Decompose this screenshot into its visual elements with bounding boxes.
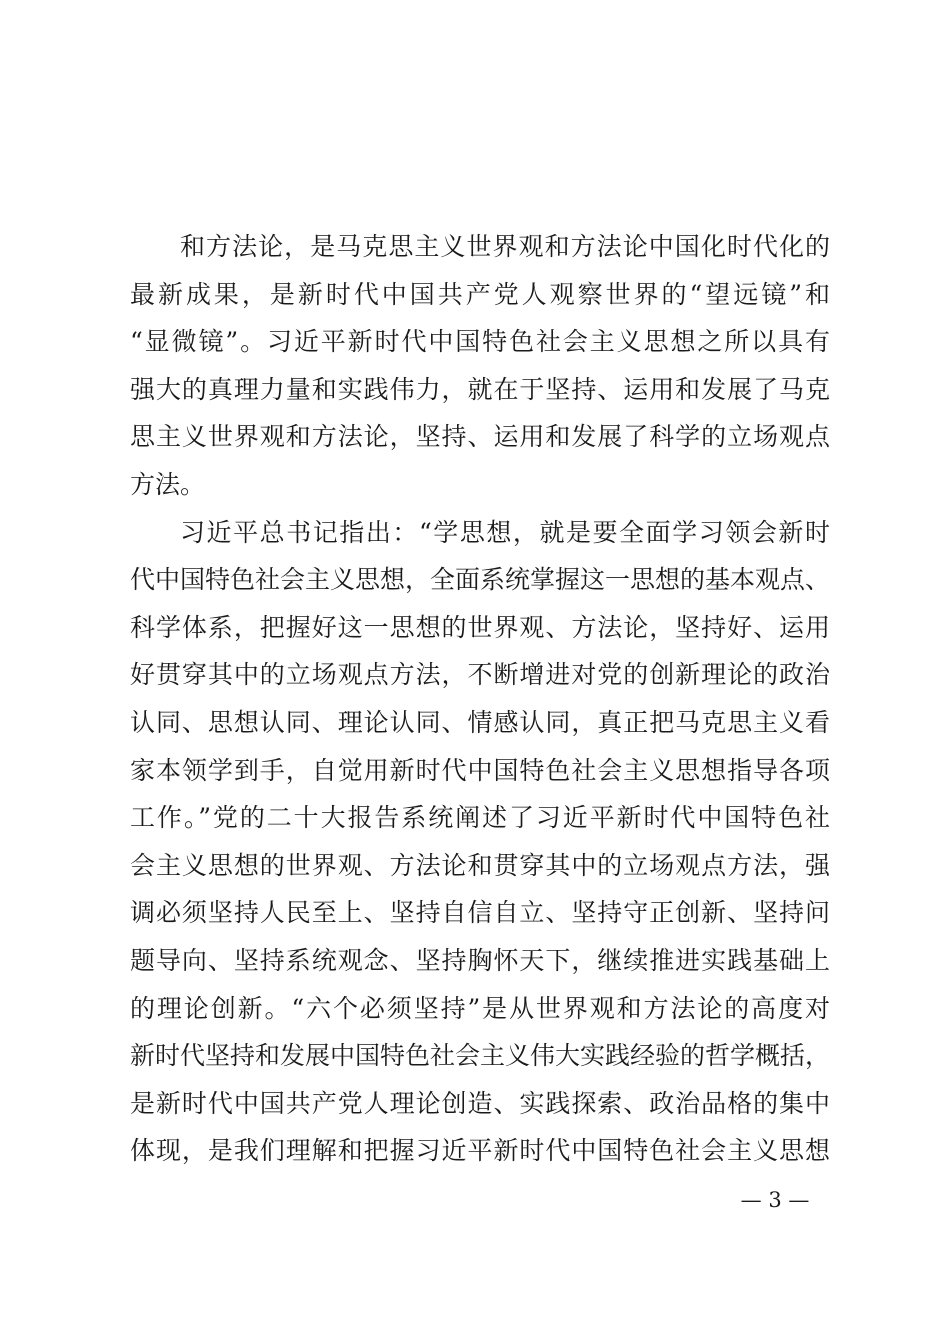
paragraph-line: 题导向、坚持系统观念、坚持胸怀天下，继续推进实践基础上	[130, 945, 830, 975]
paragraph-line: 家本领学到手，自觉用新时代中国特色社会主义思想指导各项	[130, 755, 830, 785]
paragraph-line: 新时代坚持和发展中国特色社会主义伟大实践经验的哲学概括，	[130, 1041, 831, 1071]
paragraph-line: 强大的真理力量和实践伟力，就在于坚持、运用和发展了马克	[130, 374, 830, 404]
paragraph-line: 思主义世界观和方法论，坚持、运用和发展了科学的立场观点	[130, 422, 830, 452]
paragraph-line: 好贯穿其中的立场观点方法，不断增进对党的创新理论的政治	[130, 660, 830, 690]
paragraph-line: “显微镜”。习近平新时代中国特色社会主义思想之所以具有	[130, 327, 830, 357]
paragraph-line: 代中国特色社会主义思想，全面系统掌握这一思想的基本观点、	[130, 565, 831, 595]
paragraph-line: 工作。”党的二十大报告系统阐述了习近平新时代中国特色社	[130, 803, 830, 833]
paragraph-line: 和方法论，是马克思主义世界观和方法论中国化时代化的	[180, 232, 830, 261]
paragraph-line: 最新成果，是新时代中国共产党人观察世界的“望远镜”和	[130, 279, 830, 309]
paragraph-line: 调必须坚持人民至上、坚持自信自立、坚持守正创新、坚持问	[130, 898, 830, 928]
paragraph-line: 方法。	[130, 469, 206, 499]
paragraph-line: 体现，是我们理解和把握习近平新时代中国特色社会主义思想	[130, 1136, 830, 1166]
paragraph-line: 认同、思想认同、理论认同、情感认同，真正把马克思主义看	[130, 707, 830, 737]
paragraph-line: 是新时代中国共产党人理论创造、实践探索、政治品格的集中	[130, 1088, 830, 1118]
page-number: — 3 —	[740, 1188, 810, 1212]
paragraph-line: 会主义思想的世界观、方法论和贯穿其中的立场观点方法，强	[130, 850, 830, 880]
paragraph-line: 的理论创新。“六个必须坚持”是从世界观和方法论的高度对	[130, 993, 830, 1023]
body-text	[130, 223, 830, 1175]
paragraph-line: 习近平总书记指出：“学思想，就是要全面学习领会新时	[180, 517, 830, 547]
paragraph-line: 科学体系，把握好这一思想的世界观、方法论，坚持好、运用	[130, 612, 830, 642]
